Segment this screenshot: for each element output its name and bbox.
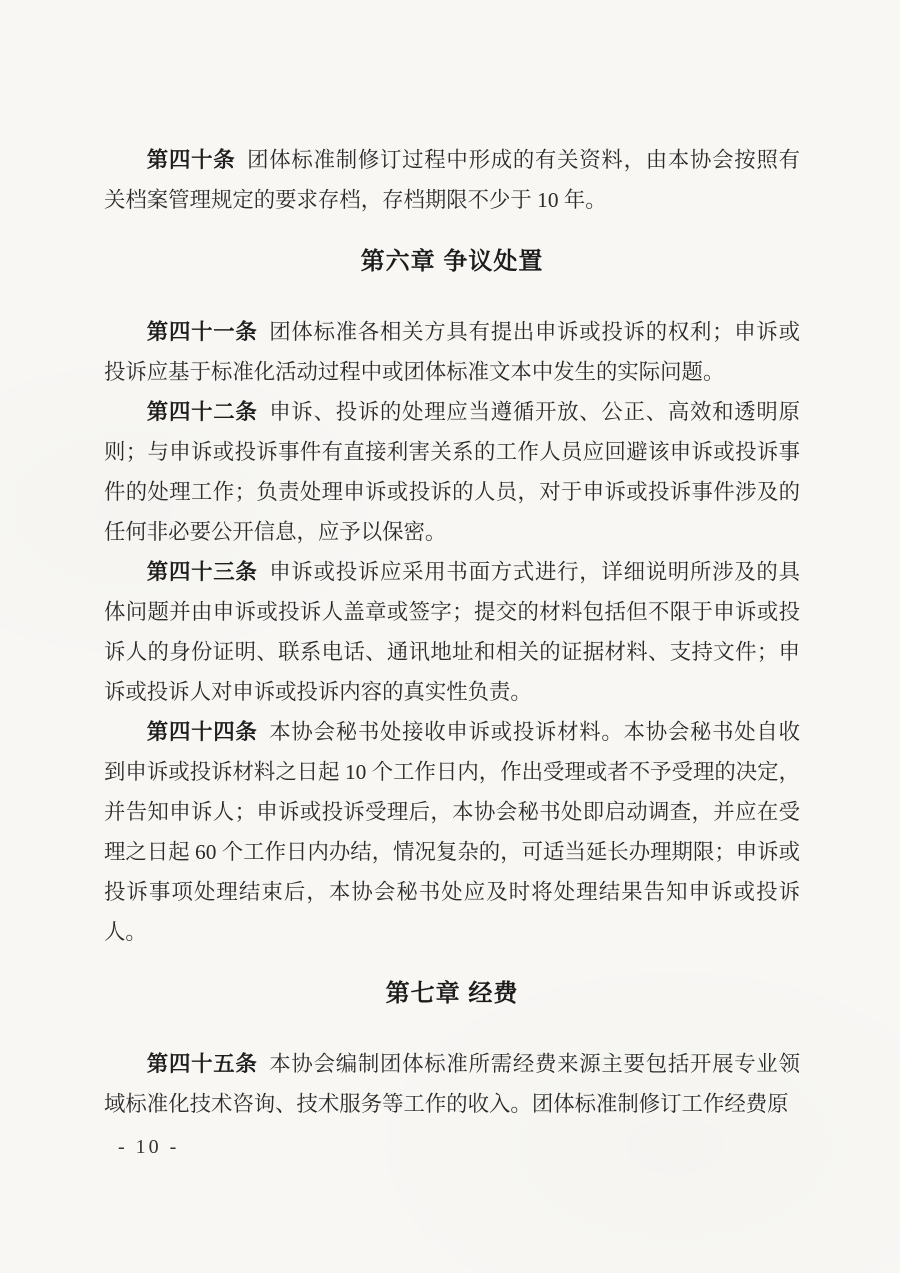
article-40-paragraph	[104, 140, 800, 220]
article-45-label: 第四十五条	[146, 1052, 258, 1076]
article-44-label: 第四十四条	[146, 720, 258, 744]
chapter-6-heading: 第六章 争议处置	[360, 248, 544, 275]
article-42-paragraph	[104, 392, 800, 552]
article-42-text: 申诉、投诉的处理应当遵循开放、公正、高效和透明原则；与申诉或投诉事件有直接利害关系的工作人员应回避该申诉或投诉事件的处理工作；负责处理申诉或投诉的人员，对于申诉或投诉事件涉及的任何非必要公开信息，应予以保密。	[104, 400, 800, 544]
page-number: - 10 -	[118, 1136, 180, 1158]
article-40-text: 团体标准制修订过程中形成的有关资料，由本协会按照有关档案管理规定的要求存档，存档期限不少于 10 年。	[104, 148, 800, 212]
article-43-text: 申诉或投诉应采用书面方式进行，详细说明所涉及的具体问题并由申诉或投诉人盖章或签字；提交的材料包括但不限于申诉或投诉人的身份证明、联系电话、通讯地址和相关的证据材料、支持文件；申诉或投诉人对申诉或投诉内容的真实性负责。	[104, 560, 800, 704]
article-41-paragraph	[104, 312, 800, 392]
document-body	[104, 0, 800, 1124]
article-43-label: 第四十三条	[146, 560, 258, 584]
article-45-paragraph	[104, 1044, 800, 1124]
article-44-paragraph	[104, 712, 800, 952]
article-42-label: 第四十二条	[146, 400, 258, 424]
article-44-text: 本协会秘书处接收申诉或投诉材料。本协会秘书处自收到申诉或投诉材料之日起 10 个工作日内，作出受理或者不予受理的决定，并告知申诉人；申诉或投诉受理后，本协会秘书处即启动调查，并应在受理之日起 60 个工作日内办结，情况复杂的，可适当延长办理期限；申诉或投诉事项处理结束后，本协会秘书处应及时将处理结果告知申诉或投诉人。	[104, 720, 800, 944]
article-43-paragraph	[104, 552, 800, 712]
chapter-7-heading: 第七章 经费	[385, 980, 519, 1007]
article-41-label: 第四十一条	[146, 320, 258, 344]
article-41-text: 团体标准各相关方具有提出申诉或投诉的权利；申诉或投诉应基于标准化活动过程中或团体标准文本中发生的实际问题。	[104, 320, 800, 384]
article-40-label: 第四十条	[146, 148, 236, 172]
article-45-text: 本协会编制团体标准所需经费来源主要包括开展专业领域标准化技术咨询、技术服务等工作的收入。团体标准制修订工作经费原	[104, 1052, 800, 1116]
